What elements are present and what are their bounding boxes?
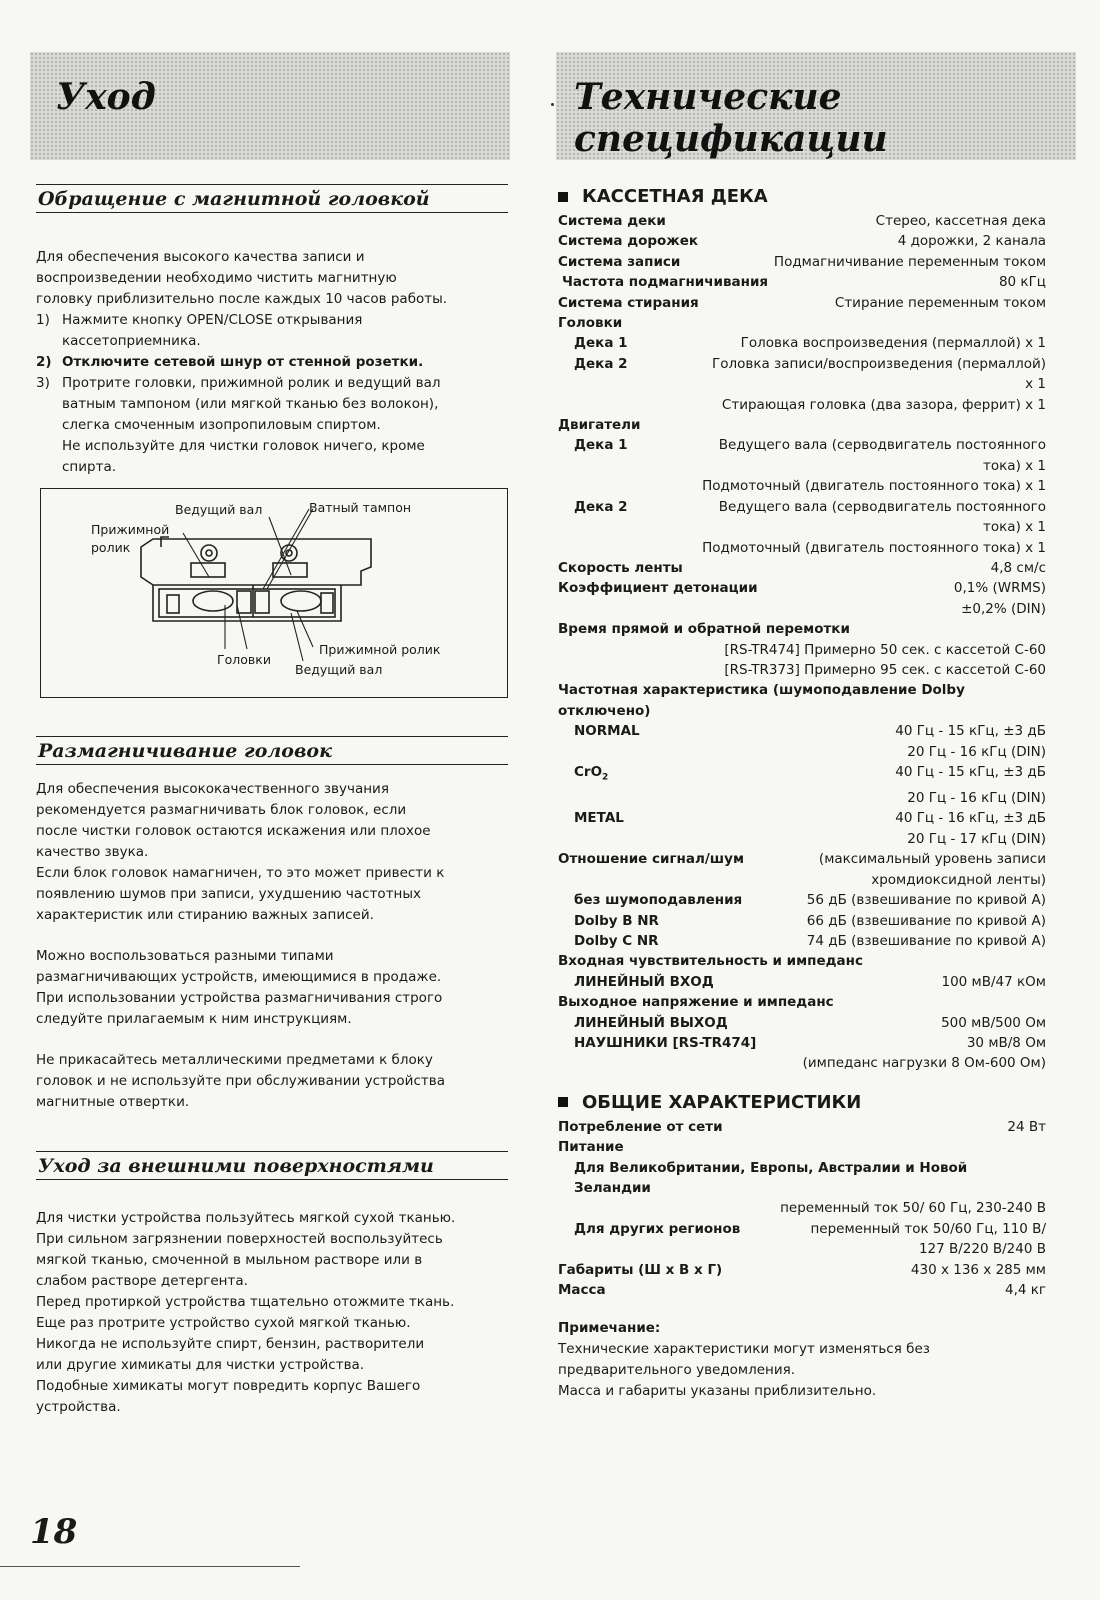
intro-line: головку приблизительно после каждых 10 часов работы. xyxy=(36,291,448,307)
spec-row: Потребление от сети 24 Вт xyxy=(558,1118,1046,1135)
care-line: Перед протиркой устройства тщательно отожмите ткань. xyxy=(36,1294,455,1310)
spec-freq-label-2: отключено) xyxy=(558,702,651,719)
spec-row: Частота подмагничивания 80 кГц xyxy=(562,274,1046,291)
page-number: 18 xyxy=(30,1512,78,1552)
step-line: слегка смоченным изопропиловым спиртом. xyxy=(62,417,381,433)
spec-row: Отношение сигнал/шум (максимальный уровень записи xyxy=(558,851,1046,868)
left-column xyxy=(36,184,508,1418)
step-line: спирта. xyxy=(62,459,117,475)
section-title-head-care: Обращение с магнитной головкой xyxy=(36,184,508,213)
spec-freq-label: Частотная характеристика (шумоподавление Dolby xyxy=(558,682,965,699)
step-line: Не используйте для чистки головок ничего, кроме xyxy=(62,438,425,454)
care-line: Для чистки устройства пользуйтесь мягкой сухой тканью. xyxy=(36,1210,456,1226)
spec-heads-label: Головки xyxy=(558,315,623,332)
spec-row: Dolby B NR 66 дБ (взвешивание по кривой А) xyxy=(574,912,1046,929)
label-pinch-roller-bottom: Прижимной ролик xyxy=(319,642,441,657)
spec-row: Дека 2 Головка записи/воспроизведения (пермаллой) xyxy=(574,355,1046,372)
step-line: Протрите головки, прижимной ролик и ведущий вал xyxy=(62,375,441,391)
step-3: 3) Протрите головки, прижимной ролик и ведущий вал ватным тампоном (или мягкой тканью без волокон), слегка смоченным изопропиловым спиртом. Не используйте для чистки головок ничего, кроме спирта. xyxy=(36,375,441,475)
spec-ffrew-label: Время прямой и обратной перемотки xyxy=(558,621,850,638)
note-line: предварительного уведомления. xyxy=(558,1361,796,1378)
spec-cont: [RS-TR474] Примерно 50 сек. с кассетой С-60 xyxy=(724,641,1046,658)
spec-cont: хромдиоксидной ленты) xyxy=(871,871,1046,888)
care-line: Никогда не используйте спирт, бензин, растворители xyxy=(36,1336,425,1352)
note-title: Примечание: xyxy=(558,1320,661,1337)
spec-row: Для других регионов переменный ток 50/60 Гц, 110 В/ xyxy=(574,1220,1046,1237)
spec-cont: переменный ток 50/ 60 Гц, 230-240 В xyxy=(780,1200,1046,1217)
header-right-title: Технические спецификации xyxy=(574,76,888,160)
spec-cont: тока) x 1 xyxy=(983,457,1046,474)
spec-row: Система дорожек 4 дорожки, 2 канала xyxy=(558,233,1046,250)
spec-cont: Подмоточный (двигатель постоянного тока) x 1 xyxy=(702,478,1046,495)
spec-row: Коэффициент детонации 0,1% (WRMS) xyxy=(558,580,1046,597)
spec-row: НАУШНИКИ [RS-TR474] 30 мВ/8 Ом xyxy=(574,1034,1046,1051)
step-line: ватным тампоном (или мягкой тканью без волокон), xyxy=(62,396,439,412)
intro-line: воспроизведении необходимо чистить магнитную xyxy=(36,270,397,286)
section-title-exterior-care: Уход за внешними поверхностями xyxy=(36,1151,508,1180)
spec-cont: Стирающая головка (два зазора, феррит) x 1 xyxy=(721,396,1046,413)
demag-line: Если блок головок намагничен, то это может привести к xyxy=(36,865,445,881)
demag-line: качество звука. xyxy=(36,844,149,860)
care-line: устройства. xyxy=(36,1399,121,1415)
right-column xyxy=(558,186,1046,1402)
step-line: Нажмите кнопку OPEN/CLOSE открывания xyxy=(62,312,363,328)
demag-line: магнитные отвертки. xyxy=(36,1094,190,1110)
demag-line: после чистки головок остаются искажения или плохое xyxy=(36,823,431,839)
demag-line: размагничивающих устройств, имеющимися в продаже. xyxy=(36,969,442,985)
demag-line: Для обеспечения высококачественного звучания xyxy=(36,781,389,797)
spec-row: Дека 1 Головка воспроизведения (пермаллой) x 1 xyxy=(574,335,1046,352)
care-line: При сильном загрязнении поверхностей воспользуйтесь xyxy=(36,1231,443,1247)
spec-row: NORMAL 40 Гц - 15 кГц, ±3 дБ xyxy=(574,723,1046,740)
spec-row: Масса 4,4 кг xyxy=(558,1282,1046,1298)
step-2: 2) Отключите сетевой шнур от стенной розетки. xyxy=(36,352,508,373)
label-pinch-roller-top: Прижимной xyxy=(91,522,170,537)
care-line: Подобные химикаты могут повредить корпус Вашего xyxy=(36,1378,421,1394)
label-capstan-bottom: Ведущий вал xyxy=(295,662,383,677)
spec-outv-label: Выходное напряжение и импеданс xyxy=(558,994,834,1011)
spec-cont: (импеданс нагрузки 8 Ом-600 Ом) xyxy=(802,1055,1046,1072)
spec-cont: Подмоточный (двигатель постоянного тока) x 1 xyxy=(702,539,1046,556)
spec-cont: 20 Гц - 16 кГц (DIN) xyxy=(907,743,1046,760)
care-line: слабом растворе детергента. xyxy=(36,1273,248,1289)
square-bullet-icon xyxy=(558,192,568,202)
decor-dot xyxy=(551,103,554,106)
spec-cont: 20 Гц - 16 кГц (DIN) xyxy=(907,790,1046,807)
spec-uk-label: Для Великобритании, Европы, Австралии и Новой xyxy=(574,1159,968,1176)
spec-cont: ±0,2% (DIN) xyxy=(961,600,1046,617)
spec-row: Дека 2 Ведущего вала (серводвигатель постоянного xyxy=(574,498,1046,515)
spec-row: без шумоподавления 56 дБ (взвешивание по кривой А) xyxy=(574,892,1046,909)
spec-cont: тока) x 1 xyxy=(983,519,1046,536)
label-heads: Головки xyxy=(217,652,271,667)
header-left-banner xyxy=(30,52,510,160)
spec-supply-label: Питание xyxy=(558,1139,624,1156)
label-cotton-swab: Ватный тампон xyxy=(309,500,412,515)
head-cleaning-diagram xyxy=(40,488,508,698)
spec-row: METAL 40 Гц - 16 кГц, ±3 дБ xyxy=(574,810,1046,827)
demag-line: появлению шумов при записи, ухудшению частотных xyxy=(36,886,422,902)
demag-line: характеристик или стиранию важных записей. xyxy=(36,907,374,923)
note-line: Технические характеристики могут изменяться без xyxy=(558,1340,930,1357)
step-line: кассетоприемника. xyxy=(62,333,201,349)
spec-row: Система деки Стерео, кассетная дека xyxy=(558,213,1046,229)
demag-line: Не прикасайтесь металлическими предметами к блоку xyxy=(36,1052,433,1068)
demag-line: рекомендуется размагничивать блок головок, если xyxy=(36,802,407,818)
spec-row: Скорость ленты 4,8 см/с xyxy=(558,559,1046,576)
note-line: Масса и габариты указаны приблизительно. xyxy=(558,1382,877,1399)
intro-line: Для обеспечения высокого качества записи и xyxy=(36,249,365,265)
spec-row: ЛИНЕЙНЫЙ ВЫХОД 500 мВ/500 Ом xyxy=(574,1014,1046,1031)
spec-insens-label: Входная чувствительность и импеданс xyxy=(558,953,863,970)
spec-row: CrO$_2$ 40 Гц - 15 кГц, ±3 дБ xyxy=(574,763,1046,783)
spec-row: ЛИНЕЙНЫЙ ВХОД 100 мВ/47 кОм xyxy=(574,973,1046,990)
demag-line: головок и не используйте при обслуживании устройства xyxy=(36,1073,445,1089)
demag-line: следуйте прилагаемым к ним инструкциям. xyxy=(36,1011,352,1027)
spec-cont: 20 Гц - 17 кГц (DIN) xyxy=(907,830,1046,847)
step-1: 1) Нажмите кнопку OPEN/CLOSE открывания кассетоприемника. xyxy=(36,312,363,349)
care-line: или другие химикаты для чистки устройства. xyxy=(36,1357,365,1373)
spec-row: Дека 1 Ведущего вала (серводвигатель постоянного xyxy=(574,437,1046,454)
spec-row: Dolby C NR 74 дБ (взвешивание по кривой А) xyxy=(574,932,1046,949)
care-line: мягкой тканью, смоченной в мыльном растворе или в xyxy=(36,1252,423,1268)
square-bullet-icon xyxy=(558,1097,568,1107)
step-line: Отключите сетевой шнур от стенной розетки. xyxy=(62,354,424,370)
spec-uk-label-2: Зеландии xyxy=(574,1179,651,1196)
spec-cont: x 1 xyxy=(1025,376,1046,393)
header-left-title: Уход xyxy=(56,76,156,118)
label-pinch-roller-top-2: ролик xyxy=(91,540,131,555)
header-right-banner xyxy=(556,52,1076,160)
spec-cont: [RS-TR373] Примерно 95 сек. с кассетой С-60 xyxy=(724,661,1046,678)
section-title-demagnetize: Размагничивание головок xyxy=(36,736,508,765)
spec-heading-cassette-deck: КАССЕТНАЯ ДЕКА xyxy=(558,186,1046,207)
spec-cont: 127 В/220 В/240 В xyxy=(918,1241,1046,1258)
spec-row: Габариты (Ш x В x Г) 430 x 136 x 285 мм xyxy=(558,1261,1046,1278)
label-capstan-top: Ведущий вал xyxy=(175,502,263,517)
care-line: Еще раз протрите устройство сухой мягкой тканью. xyxy=(36,1315,411,1331)
demag-line: Можно воспользоваться разными типами xyxy=(36,948,334,964)
spec-row: Система стирания Стирание переменным током xyxy=(558,294,1046,311)
spec-motors-label: Двигатели xyxy=(558,417,641,434)
bottom-rule xyxy=(0,1566,300,1567)
demag-line: При использовании устройства размагничивания строго xyxy=(36,990,443,1006)
spec-row: Система записи Подмагничивание переменным током xyxy=(558,253,1046,270)
spec-heading-general: ОБЩИЕ ХАРАКТЕРИСТИКИ xyxy=(558,1092,1046,1113)
